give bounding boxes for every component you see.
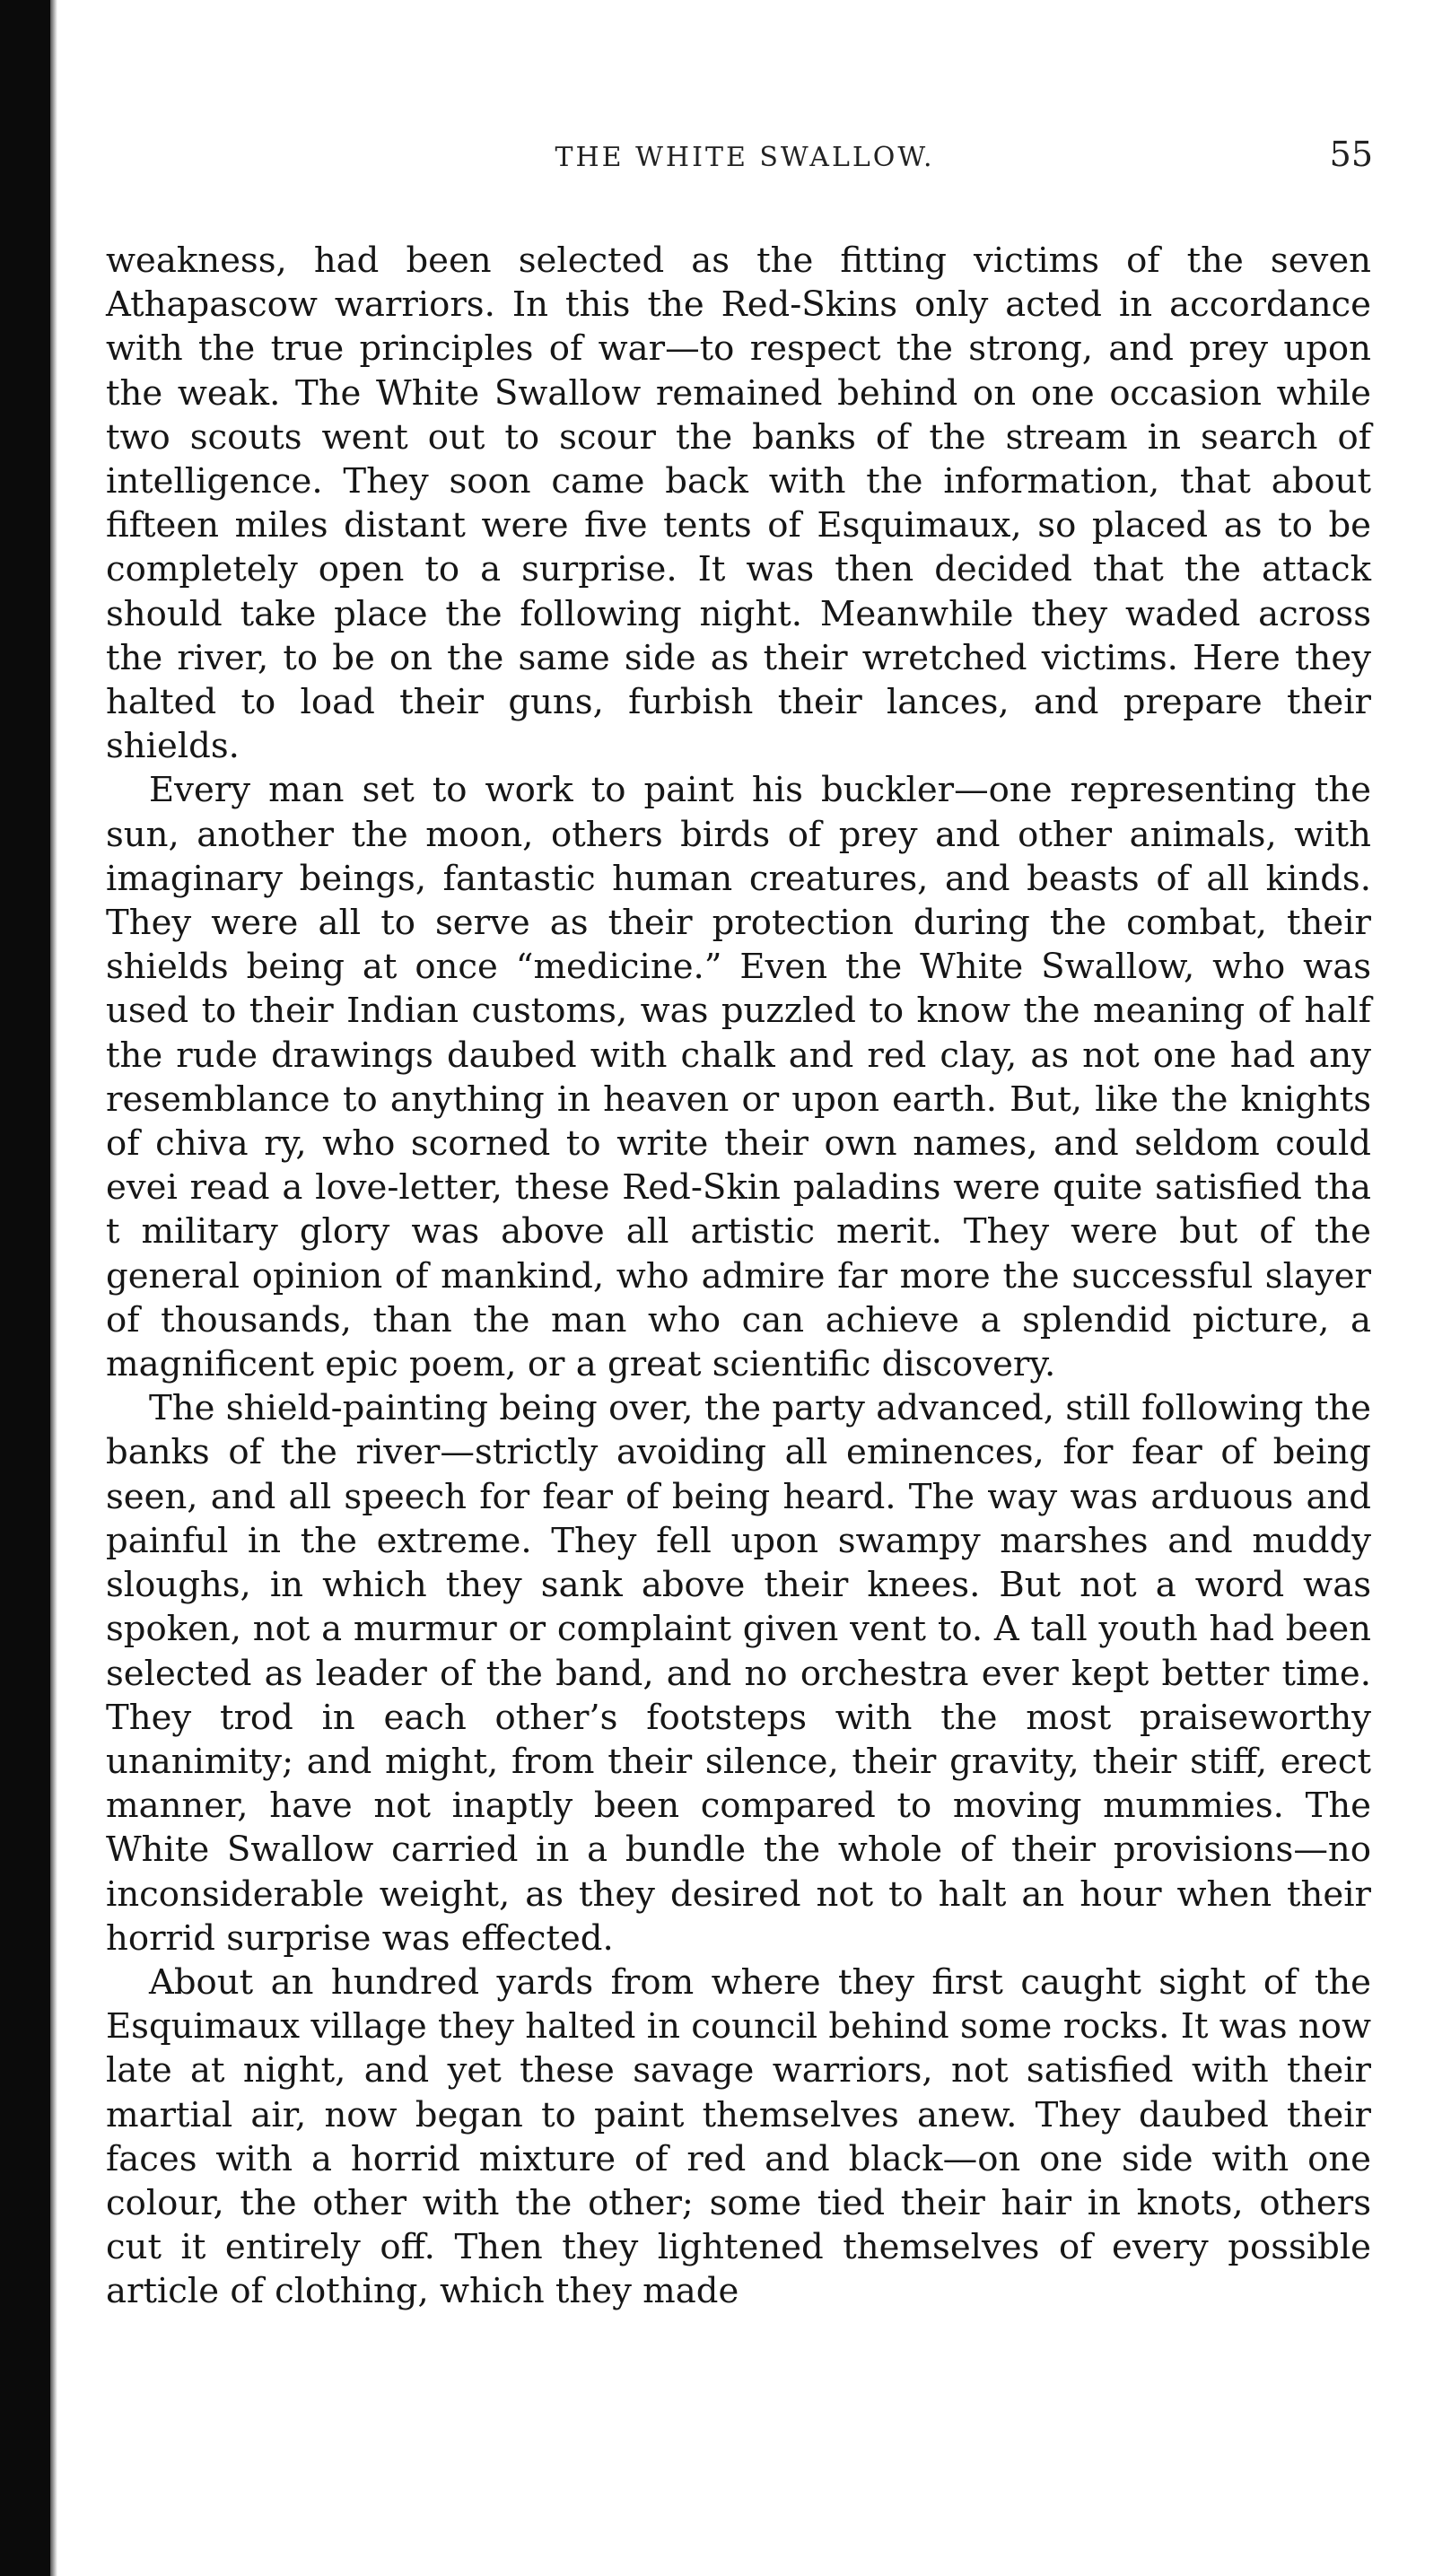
running-title: THE WHITE SWALLOW. (555, 142, 935, 173)
paragraph-4: About an hundred yards from where they first caught sight of the Esquimaux village they halted in council behind some rocks. It was now late at night, and yet these savage warriors, not satisfied with their martial air, now began to paint themselves anew. They daubed their faces with a horrid mixture of red and black—on one side with one colour, the other with the other; some tied their hair in knots, others cut it entirely off. Then they lightened themselves of every possible article of clothing, which they made (106, 1961, 1371, 2312)
paragraph-3: The shield-painting being over, the party advanced, still following the banks of the river—strictly avoiding all eminences, for fear of being seen, and all speech for fear of being heard. The way was arduous and painful in the extreme. They fell upon swampy marshes and muddy sloughs, in which they sank above their knees. But not a word was spoken, not a murmur or complaint given vent to. A tall youth had been selected as leader of the band, and no orchestra ever kept better time. They trod in each other’s footsteps with the most praiseworthy unanimity; and might, from their silence, their gravity, their stiff, erect manner, have not inaptly been compared to moving mummies. The White Swallow carried in a bundle the whole of their provisions—no inconsiderable weight, as they desired not to halt an hour when their horrid surprise was effected. (106, 1388, 1371, 1959)
spine-edge-gradient (50, 0, 57, 2576)
paragraph-2: Every man set to work to paint his buckler—one representing the sun, another the moon, others birds of prey and other animals, with imaginary beings, fantastic human creatures, and beasts of all kinds. They were all to serve as their protection during the combat, their shields being at once “medicine.” Even the White Swallow, who was used to their Indian customs, was puzzled to know the meaning of half the rude drawings daubed with chalk and red clay, as not one had any resemblance to anything in heaven or upon earth. But, like the knights of chiva ry, who scorned to write their own names, and seldom could evei read a love-letter, these Red-Skin paladins were quite satisfied tha t military glory was above all artistic merit. They were but of the general opinion of mankind, who admire far more the successful slayer of thousands, than the man who can achieve a splendid picture, a magnificent epic poem, or a great scientific discovery. (106, 770, 1371, 1385)
body-text (106, 239, 1371, 2314)
paragraph-1: weakness, had been selected as the fitting victims of the seven Athapascow warriors. In this the Red-Skins only acted in accordance with the true principles of war—to respect the strong, and prey upon the weak. The White Swallow remained behind on one occasion while two scouts went out to scour the banks of the stream in search of intelligence. They soon came back with the information, that about fifteen miles distant were five tents of Esquimaux, so placed as to be completely open to a surprise. It was then decided that the attack should take place the following night. Meanwhile they waded across the river, to be on the same side as their wretched victims. Here they halted to load their guns, furbish their lances, and prepare their shields. (106, 240, 1371, 767)
book-spine-shadow (0, 0, 50, 2576)
page-number: 55 (1329, 135, 1373, 174)
page-header (117, 135, 1373, 188)
